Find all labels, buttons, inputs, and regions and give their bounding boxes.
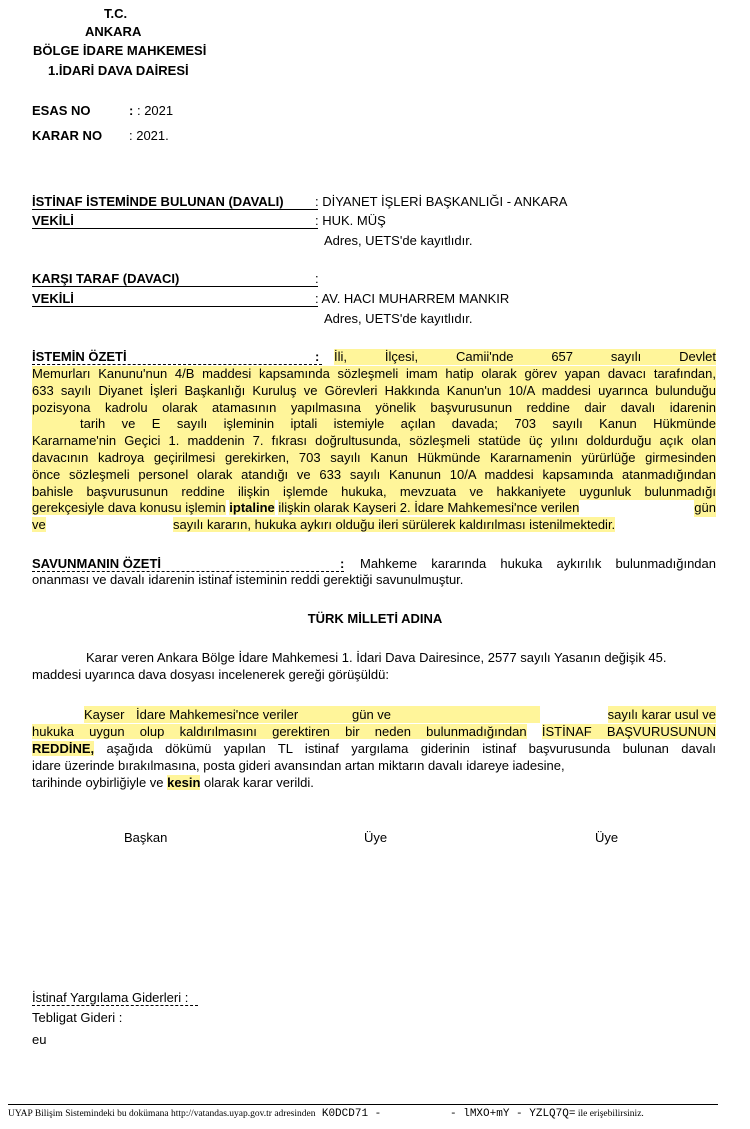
defense-colon: : xyxy=(340,556,345,571)
karar-value: : 2021. xyxy=(129,128,169,143)
footer-tail: ile erişebilirsiniz. xyxy=(577,1109,644,1119)
respondent-value: : xyxy=(315,271,319,286)
judgment-title: TÜRK MİLLETİ ADINA xyxy=(307,611,443,626)
decision-kayser: Kayser xyxy=(84,706,128,723)
signature-member-1: Üye xyxy=(364,830,388,845)
costs-label: İstinaf Yargılama Giderleri : xyxy=(32,990,198,1006)
decision-line-2 xyxy=(32,723,716,740)
decision-kesin: kesin xyxy=(167,775,201,790)
footer-rule xyxy=(8,1104,718,1105)
decision-gun-ve: gün ve xyxy=(352,706,540,723)
summary-line-9: bahisle başvurusunun reddine ilişkin işlemde hukuka, mevzuata ve hakkaniyete uygunluk bulunmadığı xyxy=(32,483,716,499)
defense-label: SAVUNMANIN ÖZETİ xyxy=(32,556,344,572)
summary-last: sayılı kararın, hukuka aykırı olduğu ileri sürülerek kaldırılması istenilmektedir. xyxy=(172,517,616,533)
summary-line-1: İli, İlçesi, Camii'nde 657 sayılı Devlet xyxy=(334,349,716,364)
costs-eu: eu xyxy=(32,1032,47,1047)
footer-code-2: - lMXO+mY - YZLQ7Q= xyxy=(450,1108,576,1120)
decision-line-5 xyxy=(32,774,716,791)
signature-president: Başkan xyxy=(124,830,168,845)
footer-code-1: K0DCD71 - xyxy=(321,1108,382,1120)
costs-notice: Tebligat Gideri : xyxy=(32,1010,123,1025)
intro-line-2: maddesi uyarınca dava dosyası incelenerek gereği görüşüldü: xyxy=(32,667,389,682)
summary-line-3: 633 sayılı Diyanet İşleri Başkanlığı Kuruluş ve Görevleri Hakkında Kanun'un 10/A maddesi uyarınca bulunduğu xyxy=(32,382,716,398)
respondent-rep-value: : AV. HACI MUHARREM MANKIR xyxy=(315,291,510,306)
appellant-value: : DİYANET İŞLERİ BAŞKANLIĞI - ANKARA xyxy=(315,194,568,209)
respondent-address: Adres, UETS'de kayıtlıdır. xyxy=(324,311,473,326)
signature-member-2: Üye xyxy=(595,830,619,845)
esas-year: : 2021 xyxy=(136,103,174,118)
summary-ve: ve xyxy=(32,517,46,533)
decision-line-1 xyxy=(32,706,716,723)
decision-line-5b: olarak karar verildi. xyxy=(204,775,314,790)
summary-gun: gün xyxy=(694,500,716,516)
respondent-rep-label: VEKİLİ xyxy=(32,291,318,307)
header-chamber: 1.İDARİ DAVA DAİRESİ xyxy=(48,63,189,78)
appellant-rep-value: : HUK. MÜŞ xyxy=(315,213,386,228)
summary-label: İSTEMİN ÖZETİ xyxy=(32,349,322,365)
header-tc: T.C. xyxy=(104,6,128,21)
summary-line-10a: gerekçesiyle dava konusu işlemin xyxy=(32,500,226,516)
header-city: ANKARA xyxy=(85,24,142,39)
summary-line-8: önce sözleşmeli personel olarak atandığı ve 633 sayılı Kanunun 10/A maddesi kapsamında atanmadığından xyxy=(32,466,716,482)
decision-line-2-text: hukuka uygun olup kaldırılmasını gerektiren bir neden bulunmadığından xyxy=(32,724,527,739)
decision-line-5a: tarihinde oybirliğiyle ve xyxy=(32,775,164,790)
decision-body xyxy=(32,706,716,791)
decision-line-4: idare üzerinde bırakılmasına, posta gideri avansından artan miktarın davalı idareye iadesine, xyxy=(32,758,565,773)
decision-karar-usul: sayılı karar usul ve xyxy=(607,707,716,722)
summary-line-10 xyxy=(32,500,716,517)
esas-label: ESAS NO xyxy=(32,103,91,118)
summary-line-7: davacının kadroya geçirilmesi gerekirken, 703 sayılı Kanun Hükmünde Kararnamenin yürürlüğe girmesinden xyxy=(32,449,716,465)
summary-line-11 xyxy=(32,517,716,534)
appellant-rep-label: VEKİLİ xyxy=(32,213,318,229)
footer-text: UYAP Bilişim Sistemindeki bu dokümana http://vatandas.uyap.gov.tr adresinden xyxy=(8,1109,316,1119)
intro-line-1: Karar veren Ankara Bölge İdare Mahkemesi 1. İdari Dava Dairesince, 2577 sayılı Yasanın değişik 45. xyxy=(86,650,667,665)
summary-line-5: tarih ve E sayılı işleminin iptali istemiyle açılan davada; 703 sayılı Kanun Hükmünde xyxy=(32,416,716,433)
decision-line-3-text: aşağıda dökümü yapılan TL istinaf yargılama giderinin istinaf başvurusunda bulunan davalı xyxy=(106,741,716,756)
esas-value: : : 2021 xyxy=(129,103,174,118)
summary-line-4: pozisyona kadrolu olarak atamasının yapılmasına yönelik başvurusunun reddine dair davalı idarenin xyxy=(32,399,716,415)
respondent-label: KARŞI TARAF (DAVACI) xyxy=(32,271,318,287)
summary-colon: : xyxy=(315,349,320,364)
karar-label: KARAR NO xyxy=(32,128,103,143)
summary-line-6: Kararname'nin Geçici 1. maddenin 7. fıkrası doğrultusunda, sözleşmeli statüde üç yılını doldurduğu açık olan xyxy=(32,433,716,449)
summary-iptaline: iptaline xyxy=(229,500,275,516)
appellant-address: Adres, UETS'de kayıtlıdır. xyxy=(324,233,473,248)
decision-istinaf: İSTİNAF BAŞVURUSUNUN xyxy=(541,724,716,739)
header-court: BÖLGE İDARE MAHKEMESİ xyxy=(33,43,207,58)
summary-body xyxy=(32,366,716,534)
decision-reddine: REDDİNE, xyxy=(32,741,95,756)
footer xyxy=(8,1108,644,1120)
appellant-label: İSTİNAF İSTEMİNDE BULUNAN (DAVALI) xyxy=(32,194,318,210)
summary-line-10b: ilişkin olarak Kayseri 2. İdare Mahkemesi'nce verilen xyxy=(278,500,580,516)
decision-court: İdare Mahkemesi'nce veriler xyxy=(128,706,352,723)
defense-line-2: onanması ve davalı idarenin istinaf isteminin reddi gerektiği savunulmuştur. xyxy=(32,572,464,587)
summary-line-2: Memurları Kanunu'nun 4/B maddesi kapsamında sözleşmeli imam hatip olarak görev yapan davacı tarafından, xyxy=(32,366,716,381)
defense-line-1: Mahkeme kararında hukuka aykırılık bulunmadığından xyxy=(360,556,716,571)
decision-line-3 xyxy=(32,740,716,757)
